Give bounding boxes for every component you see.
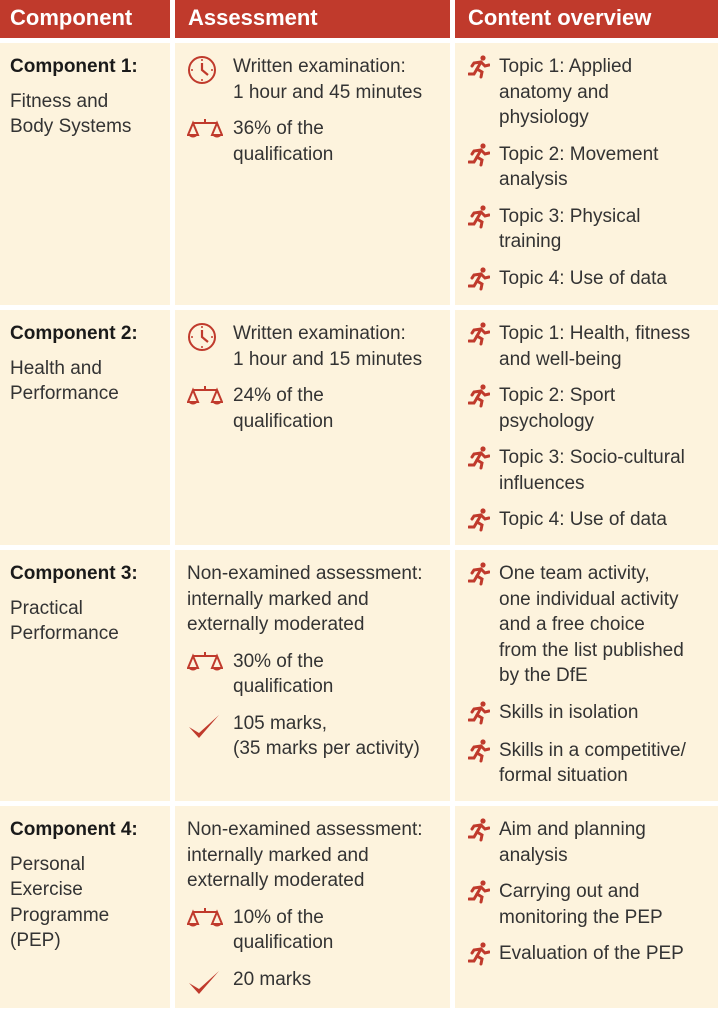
assessment-intro: Non-examined assessment: internally marked and externally moderated [187,563,423,635]
content-item [468,561,718,689]
runner-icon [468,700,499,727]
assessment-cell [175,550,450,801]
assessment-text: Written examination: 1 hour and 45 minutes [233,56,423,103]
content-text: Topic 4: Use of data [499,509,667,530]
content-cell [455,550,718,801]
content-text: Evaluation of the PEP [499,943,684,964]
header-content-overview: Content overview [455,0,718,38]
content-item [468,383,718,434]
assessment-text: 24% of the qualification [233,385,334,432]
scales-icon [187,905,233,932]
assessment-item [187,905,450,956]
clock-icon [187,321,233,348]
runner-icon [468,445,499,472]
component-title: Component 2: [10,323,138,344]
assessment-text: Written examination: 1 hour and 15 minutes [233,323,423,370]
component-title: Component 1: [10,56,138,77]
header-component: Component [0,0,170,38]
content-text: Topic 2: Movement analysis [499,143,659,190]
assessment-item [187,116,450,167]
content-item [468,879,718,930]
content-text: Topic 4: Use of data [499,267,667,289]
content-text: Topic 2: Sport psychology [499,385,616,432]
content-text: Carrying out and monitoring the PEP [499,881,663,928]
assessment-text: 36% of the qualification [233,118,334,165]
content-item [468,321,718,372]
component-cell [0,310,170,545]
content-item [468,507,718,534]
assessment-item [187,711,450,762]
content-text: Topic 3: Socio-cultural influences [499,447,685,494]
runner-icon [468,321,499,348]
content-cell [455,806,718,1008]
runner-icon [468,817,499,844]
assessment-text: 30% of the qualification [233,650,334,697]
content-text: One team activity, one individual activity and a free choice from the list published by the DfE [499,563,684,686]
assessment-item [187,321,450,372]
assessment-item [187,383,450,434]
runner-icon [468,383,499,410]
assessment-cell [175,310,450,545]
component-name: Fitness and Body Systems [10,90,132,137]
component-cell [0,550,170,801]
content-item [468,445,718,496]
scales-icon [187,116,233,143]
assessment-cell [175,43,450,305]
content-item [468,54,718,131]
content-cell [455,43,718,305]
tick-icon [187,711,233,738]
tick-icon [187,967,233,994]
runner-icon [468,142,499,169]
component-name: Health and Performance [10,357,119,404]
runner-icon [468,879,499,906]
runner-icon [468,738,499,765]
runner-icon [468,941,499,968]
assessment-item [187,967,450,994]
content-text: Topic 1: Applied anatomy and physiology [499,56,633,128]
scales-icon [187,649,233,676]
clock-icon [187,54,233,81]
content-item [468,204,718,255]
content-item [468,266,718,293]
component-name: Personal Exercise Programme (PEP) [10,853,110,951]
assessment-text: 105 marks, (35 marks per activity) [233,712,420,759]
content-cell [455,310,718,545]
content-item [468,142,718,193]
content-item [468,817,718,868]
content-item [468,738,718,789]
runner-icon [468,507,499,534]
component-cell [0,43,170,305]
scales-icon [187,383,233,410]
content-text: Skills in a competitive/ formal situation [499,739,686,786]
assessment-text: 20 marks [233,968,312,990]
assessment-item [187,54,450,105]
assessment-item [187,649,450,700]
component-title: Component 4: [10,819,138,840]
content-text: Topic 3: Physical training [499,205,641,252]
content-text: Skills in isolation [499,701,639,723]
runner-icon [468,204,499,231]
assessment-cell [175,806,450,1008]
assessment-text: 10% of the qualification [233,906,334,953]
content-text: Topic 1: Health, fitness and well-being [499,323,691,370]
runner-icon [468,561,499,588]
assessment-intro: Non-examined assessment: internally marked and externally moderated [187,819,423,891]
component-title: Component 3: [10,563,138,584]
content-item [468,700,718,727]
content-text: Aim and planning analysis [499,819,646,866]
component-cell [0,806,170,1008]
content-item [468,941,718,968]
component-name: Practical Performance [10,597,119,644]
runner-icon [468,266,499,293]
runner-icon [468,54,499,81]
header-assessment: Assessment [175,0,450,38]
